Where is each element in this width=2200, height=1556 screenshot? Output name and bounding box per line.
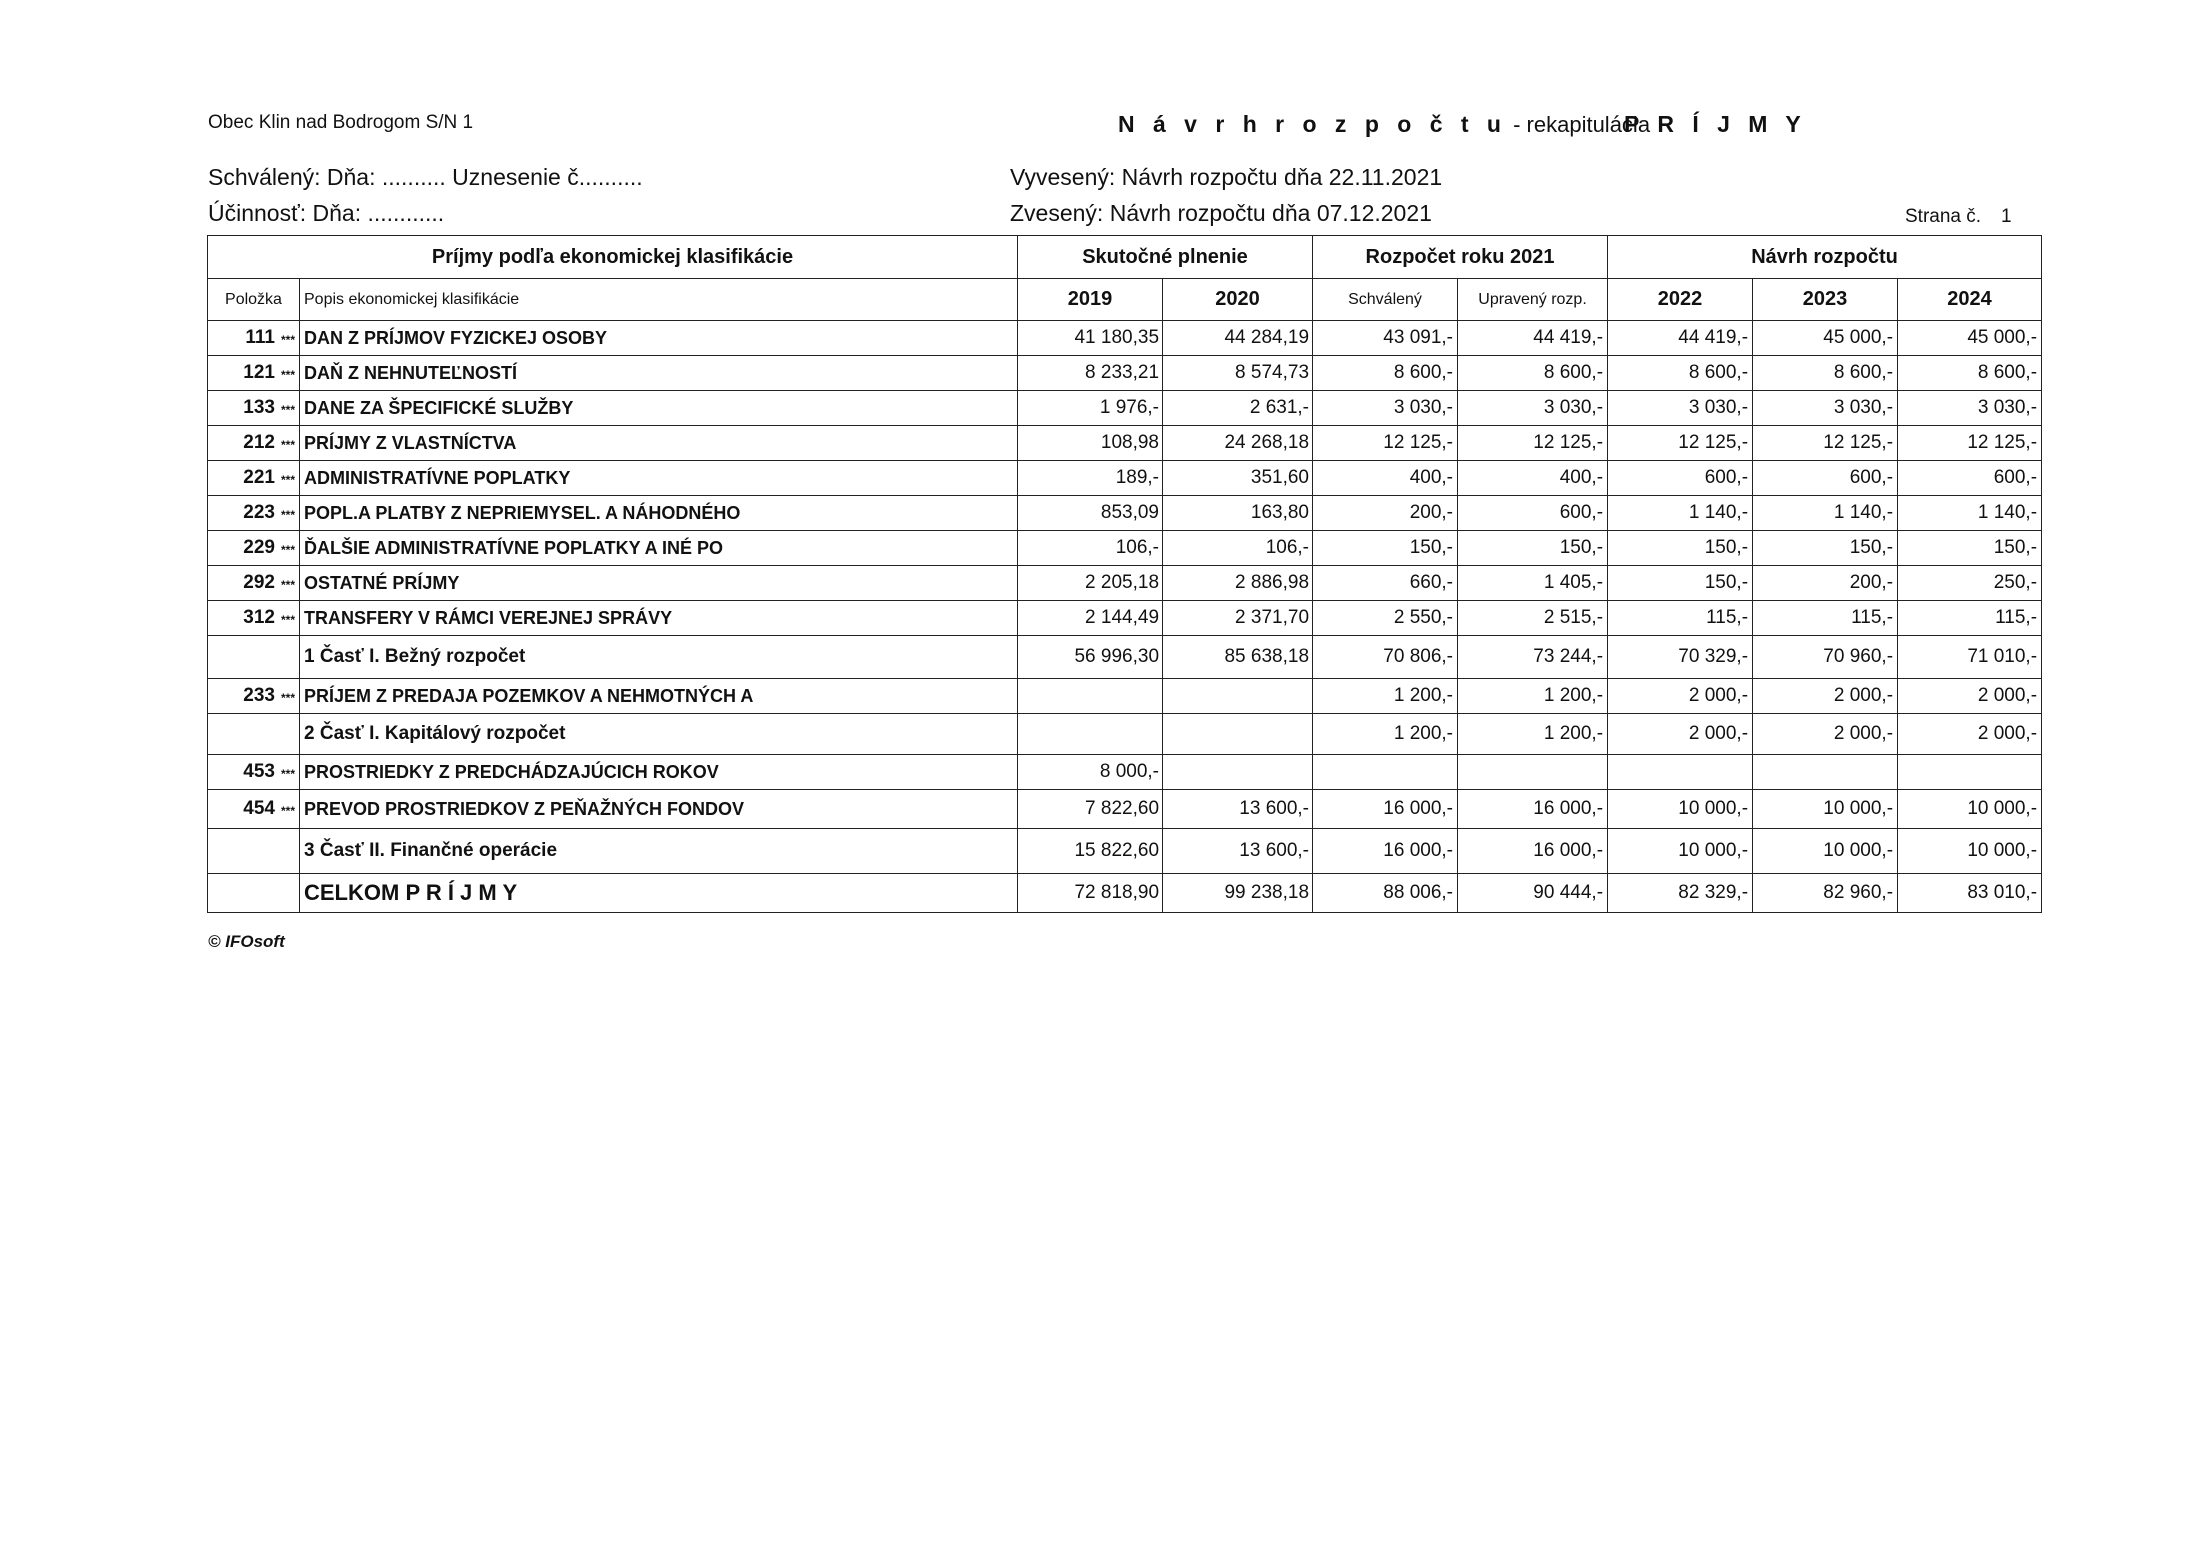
table-row <box>208 679 2042 714</box>
item-description: DANE ZA ŠPECIFICKÉ SLUŽBY <box>300 391 1018 426</box>
removed-line: Zvesený: Návrh rozpočtu dňa 07.12.2021 <box>1010 200 1432 226</box>
value-2020: 24 268,18 <box>1163 426 1313 461</box>
subtotal-row <box>208 636 2042 679</box>
value-2022: 150,- <box>1608 531 1753 566</box>
header-2019: 2019 <box>1018 279 1163 321</box>
item-description: TRANSFERY V RÁMCI VEREJNEJ SPRÁVY <box>300 601 1018 636</box>
item-code-stars: *** <box>280 543 295 557</box>
value-2024: 600,- <box>1898 461 2042 496</box>
value-2022: 82 329,- <box>1608 874 1753 913</box>
value-2019: 106,- <box>1018 531 1163 566</box>
table-row <box>208 496 2042 531</box>
item-code <box>208 874 300 913</box>
item-code-number: 454 <box>243 798 275 819</box>
value-2022: 2 000,- <box>1608 679 1753 714</box>
item-description: 1 Časť I. Bežný rozpočet <box>300 636 1018 679</box>
value-2024: 115,- <box>1898 601 2042 636</box>
value-2022 <box>1608 755 1753 790</box>
subtotal-row <box>208 714 2042 755</box>
value-upraveny: 16 000,- <box>1458 790 1608 829</box>
value-2023: 10 000,- <box>1753 790 1898 829</box>
header-2022: 2022 <box>1608 279 1753 321</box>
item-description: POPL.A PLATBY Z NEPRIEMYSEL. A NÁHODNÉHO <box>300 496 1018 531</box>
item-code-number: 453 <box>243 761 275 782</box>
table-row <box>208 531 2042 566</box>
item-code-stars: *** <box>280 403 295 417</box>
header-klasifikacia: Príjmy podľa ekonomickej klasifikácie <box>208 236 1018 279</box>
value-2020: 2 371,70 <box>1163 601 1313 636</box>
value-2020: 163,80 <box>1163 496 1313 531</box>
item-code-stars: *** <box>280 333 295 347</box>
document-title-main: N á v r h r o z p o č t u <box>1118 111 1507 137</box>
value-schvaleny: 660,- <box>1313 566 1458 601</box>
table-row <box>208 566 2042 601</box>
value-2024: 10 000,- <box>1898 790 2042 829</box>
table-row <box>208 755 2042 790</box>
value-2023: 2 000,- <box>1753 679 1898 714</box>
value-2023: 10 000,- <box>1753 829 1898 874</box>
value-2020: 2 631,- <box>1163 391 1313 426</box>
item-code <box>208 461 300 496</box>
value-2020: 44 284,19 <box>1163 321 1313 356</box>
value-schvaleny: 2 550,- <box>1313 601 1458 636</box>
header-schvaleny: Schválený <box>1313 279 1458 321</box>
value-2023: 150,- <box>1753 531 1898 566</box>
header-popis: Popis ekonomickej klasifikácie <box>300 279 1018 321</box>
value-2020: 99 238,18 <box>1163 874 1313 913</box>
page-number <box>1905 206 2012 228</box>
value-2019: 853,09 <box>1018 496 1163 531</box>
value-2022: 115,- <box>1608 601 1753 636</box>
value-2023: 70 960,- <box>1753 636 1898 679</box>
value-schvaleny: 43 091,- <box>1313 321 1458 356</box>
value-2024: 8 600,- <box>1898 356 2042 391</box>
value-2024: 12 125,- <box>1898 426 2042 461</box>
value-schvaleny: 1 200,- <box>1313 714 1458 755</box>
value-upraveny: 3 030,- <box>1458 391 1608 426</box>
item-description: PRÍJMY Z VLASTNÍCTVA <box>300 426 1018 461</box>
header-2024: 2024 <box>1898 279 2042 321</box>
value-2024: 83 010,- <box>1898 874 2042 913</box>
page-number-value: 1 <box>2001 206 2012 227</box>
value-2019: 7 822,60 <box>1018 790 1163 829</box>
item-code-stars: *** <box>280 767 295 781</box>
value-2023: 115,- <box>1753 601 1898 636</box>
value-2024: 1 140,- <box>1898 496 2042 531</box>
value-2022: 10 000,- <box>1608 829 1753 874</box>
value-2024: 71 010,- <box>1898 636 2042 679</box>
item-code-stars: *** <box>280 368 295 382</box>
value-2022: 3 030,- <box>1608 391 1753 426</box>
budget-table <box>207 235 2042 913</box>
value-2022: 2 000,- <box>1608 714 1753 755</box>
value-schvaleny: 200,- <box>1313 496 1458 531</box>
approved-line: Schválený: Dňa: .......... Uznesenie č.......... <box>208 164 643 190</box>
page-number-label: Strana č. <box>1905 206 1982 227</box>
value-2023 <box>1753 755 1898 790</box>
item-code <box>208 566 300 601</box>
header-upraveny: Upravený rozp. <box>1458 279 1608 321</box>
value-2023: 600,- <box>1753 461 1898 496</box>
document-title-suffix: - rekapitulácia <box>1506 112 1651 137</box>
item-description: DAN Z PRÍJMOV FYZICKEJ OSOBY <box>300 321 1018 356</box>
item-code <box>208 426 300 461</box>
value-schvaleny: 16 000,- <box>1313 829 1458 874</box>
value-2019: 189,- <box>1018 461 1163 496</box>
item-code-number: 212 <box>243 432 275 453</box>
item-code-number: 133 <box>243 397 275 418</box>
value-2024: 2 000,- <box>1898 714 2042 755</box>
value-2019: 2 144,49 <box>1018 601 1163 636</box>
value-upraveny: 44 419,- <box>1458 321 1608 356</box>
value-2023: 12 125,- <box>1753 426 1898 461</box>
header-skutocne-plnenie: Skutočné plnenie <box>1018 236 1313 279</box>
item-code <box>208 790 300 829</box>
value-2023: 8 600,- <box>1753 356 1898 391</box>
value-schvaleny: 16 000,- <box>1313 790 1458 829</box>
item-code-number: 111 <box>245 327 275 348</box>
value-2022: 8 600,- <box>1608 356 1753 391</box>
value-2022: 1 140,- <box>1608 496 1753 531</box>
table-row <box>208 391 2042 426</box>
value-upraveny: 8 600,- <box>1458 356 1608 391</box>
value-2024 <box>1898 755 2042 790</box>
section-label: P R Í J M Y <box>1624 111 1807 137</box>
table-row <box>208 790 2042 829</box>
item-description: ADMINISTRATÍVNE POPLATKY <box>300 461 1018 496</box>
value-2019: 41 180,35 <box>1018 321 1163 356</box>
header-polozka: Položka <box>208 279 300 321</box>
header-2023: 2023 <box>1753 279 1898 321</box>
item-code-number: 221 <box>243 467 275 488</box>
value-2019: 15 822,60 <box>1018 829 1163 874</box>
item-description: PROSTRIEDKY Z PREDCHÁDZAJÚCICH ROKOV <box>300 755 1018 790</box>
value-2023: 1 140,- <box>1753 496 1898 531</box>
value-2024: 3 030,- <box>1898 391 2042 426</box>
item-code <box>208 679 300 714</box>
item-code-stars: *** <box>280 473 295 487</box>
value-2020 <box>1163 714 1313 755</box>
item-code <box>208 636 300 679</box>
item-code-stars: *** <box>280 508 295 522</box>
item-code-number: 312 <box>243 607 275 628</box>
value-2019: 8 233,21 <box>1018 356 1163 391</box>
value-upraveny: 150,- <box>1458 531 1608 566</box>
value-2024: 10 000,- <box>1898 829 2042 874</box>
item-code-stars: *** <box>280 438 295 452</box>
table-row <box>208 356 2042 391</box>
item-code <box>208 496 300 531</box>
item-code-number: 229 <box>243 537 275 558</box>
item-description: PRÍJEM Z PREDAJA POZEMKOV A NEHMOTNÝCH A <box>300 679 1018 714</box>
value-2019 <box>1018 714 1163 755</box>
value-2020: 13 600,- <box>1163 790 1313 829</box>
value-upraveny: 16 000,- <box>1458 829 1608 874</box>
group-header-row <box>208 236 2042 279</box>
value-2022: 12 125,- <box>1608 426 1753 461</box>
value-2023: 3 030,- <box>1753 391 1898 426</box>
item-description: ĎALŠIE ADMINISTRATÍVNE POPLATKY A INÉ PO <box>300 531 1018 566</box>
header-2020: 2020 <box>1163 279 1313 321</box>
value-2020 <box>1163 755 1313 790</box>
value-2019: 72 818,90 <box>1018 874 1163 913</box>
value-2020 <box>1163 679 1313 714</box>
value-upraveny: 400,- <box>1458 461 1608 496</box>
item-code <box>208 391 300 426</box>
subtotal-row <box>208 829 2042 874</box>
table-row <box>208 321 2042 356</box>
value-2019: 1 976,- <box>1018 391 1163 426</box>
item-code <box>208 829 300 874</box>
value-2020: 106,- <box>1163 531 1313 566</box>
value-2022: 10 000,- <box>1608 790 1753 829</box>
item-description: 3 Časť II. Finančné operácie <box>300 829 1018 874</box>
header-rozpocet-2021: Rozpočet roku 2021 <box>1313 236 1608 279</box>
item-code <box>208 356 300 391</box>
item-code-stars: *** <box>280 578 295 592</box>
table-row <box>208 601 2042 636</box>
total-row <box>208 874 2042 913</box>
value-2022: 150,- <box>1608 566 1753 601</box>
value-upraveny: 73 244,- <box>1458 636 1608 679</box>
header-navrh-rozpoctu: Návrh rozpočtu <box>1608 236 2042 279</box>
value-schvaleny: 150,- <box>1313 531 1458 566</box>
value-upraveny: 600,- <box>1458 496 1608 531</box>
value-2020: 13 600,- <box>1163 829 1313 874</box>
value-schvaleny: 12 125,- <box>1313 426 1458 461</box>
item-code-stars: *** <box>280 691 295 705</box>
value-upraveny: 2 515,- <box>1458 601 1608 636</box>
value-2022: 70 329,- <box>1608 636 1753 679</box>
item-code-number: 292 <box>243 572 275 593</box>
item-description: DAŇ Z NEHNUTEĽNOSTÍ <box>300 356 1018 391</box>
value-2019 <box>1018 679 1163 714</box>
item-code-stars: *** <box>280 804 295 818</box>
value-upraveny: 12 125,- <box>1458 426 1608 461</box>
value-upraveny: 1 405,- <box>1458 566 1608 601</box>
value-schvaleny <box>1313 755 1458 790</box>
value-schvaleny: 70 806,- <box>1313 636 1458 679</box>
column-header-row <box>208 279 2042 321</box>
document-title <box>1118 111 1650 138</box>
value-2023: 45 000,- <box>1753 321 1898 356</box>
value-2023: 82 960,- <box>1753 874 1898 913</box>
item-code <box>208 714 300 755</box>
item-code <box>208 321 300 356</box>
organization-name: Obec Klin nad Bodrogom S/N 1 <box>208 112 474 133</box>
value-2024: 150,- <box>1898 531 2042 566</box>
value-2019: 2 205,18 <box>1018 566 1163 601</box>
value-2019: 56 996,30 <box>1018 636 1163 679</box>
value-2020: 8 574,73 <box>1163 356 1313 391</box>
item-code-stars: *** <box>280 613 295 627</box>
item-code-number: 233 <box>243 685 275 706</box>
item-code <box>208 531 300 566</box>
item-description: PREVOD PROSTRIEDKOV Z PEŇAŽNÝCH FONDOV <box>300 790 1018 829</box>
value-schvaleny: 1 200,- <box>1313 679 1458 714</box>
value-2019: 8 000,- <box>1018 755 1163 790</box>
value-2022: 44 419,- <box>1608 321 1753 356</box>
value-2020: 2 886,98 <box>1163 566 1313 601</box>
item-code <box>208 755 300 790</box>
value-schvaleny: 400,- <box>1313 461 1458 496</box>
table-row <box>208 426 2042 461</box>
value-2022: 600,- <box>1608 461 1753 496</box>
value-2019: 108,98 <box>1018 426 1163 461</box>
value-2024: 250,- <box>1898 566 2042 601</box>
value-2020: 85 638,18 <box>1163 636 1313 679</box>
value-upraveny: 1 200,- <box>1458 714 1608 755</box>
item-code-number: 223 <box>243 502 275 523</box>
value-2024: 45 000,- <box>1898 321 2042 356</box>
value-2024: 2 000,- <box>1898 679 2042 714</box>
value-schvaleny: 88 006,- <box>1313 874 1458 913</box>
software-credit: © IFOsoft <box>208 932 285 951</box>
value-2020: 351,60 <box>1163 461 1313 496</box>
item-description: CELKOM P R Í J M Y <box>300 874 1018 913</box>
effective-line: Účinnosť: Dňa: ............ <box>208 200 445 226</box>
value-2023: 200,- <box>1753 566 1898 601</box>
item-description: OSTATNÉ PRÍJMY <box>300 566 1018 601</box>
value-upraveny: 1 200,- <box>1458 679 1608 714</box>
value-upraveny: 90 444,- <box>1458 874 1608 913</box>
table-row <box>208 461 2042 496</box>
item-code-number: 121 <box>243 362 275 383</box>
value-schvaleny: 8 600,- <box>1313 356 1458 391</box>
value-schvaleny: 3 030,- <box>1313 391 1458 426</box>
value-upraveny <box>1458 755 1608 790</box>
item-description: 2 Časť I. Kapitálový rozpočet <box>300 714 1018 755</box>
item-code <box>208 601 300 636</box>
value-2023: 2 000,- <box>1753 714 1898 755</box>
posted-line: Vyvesený: Návrh rozpočtu dňa 22.11.2021 <box>1010 164 1443 190</box>
